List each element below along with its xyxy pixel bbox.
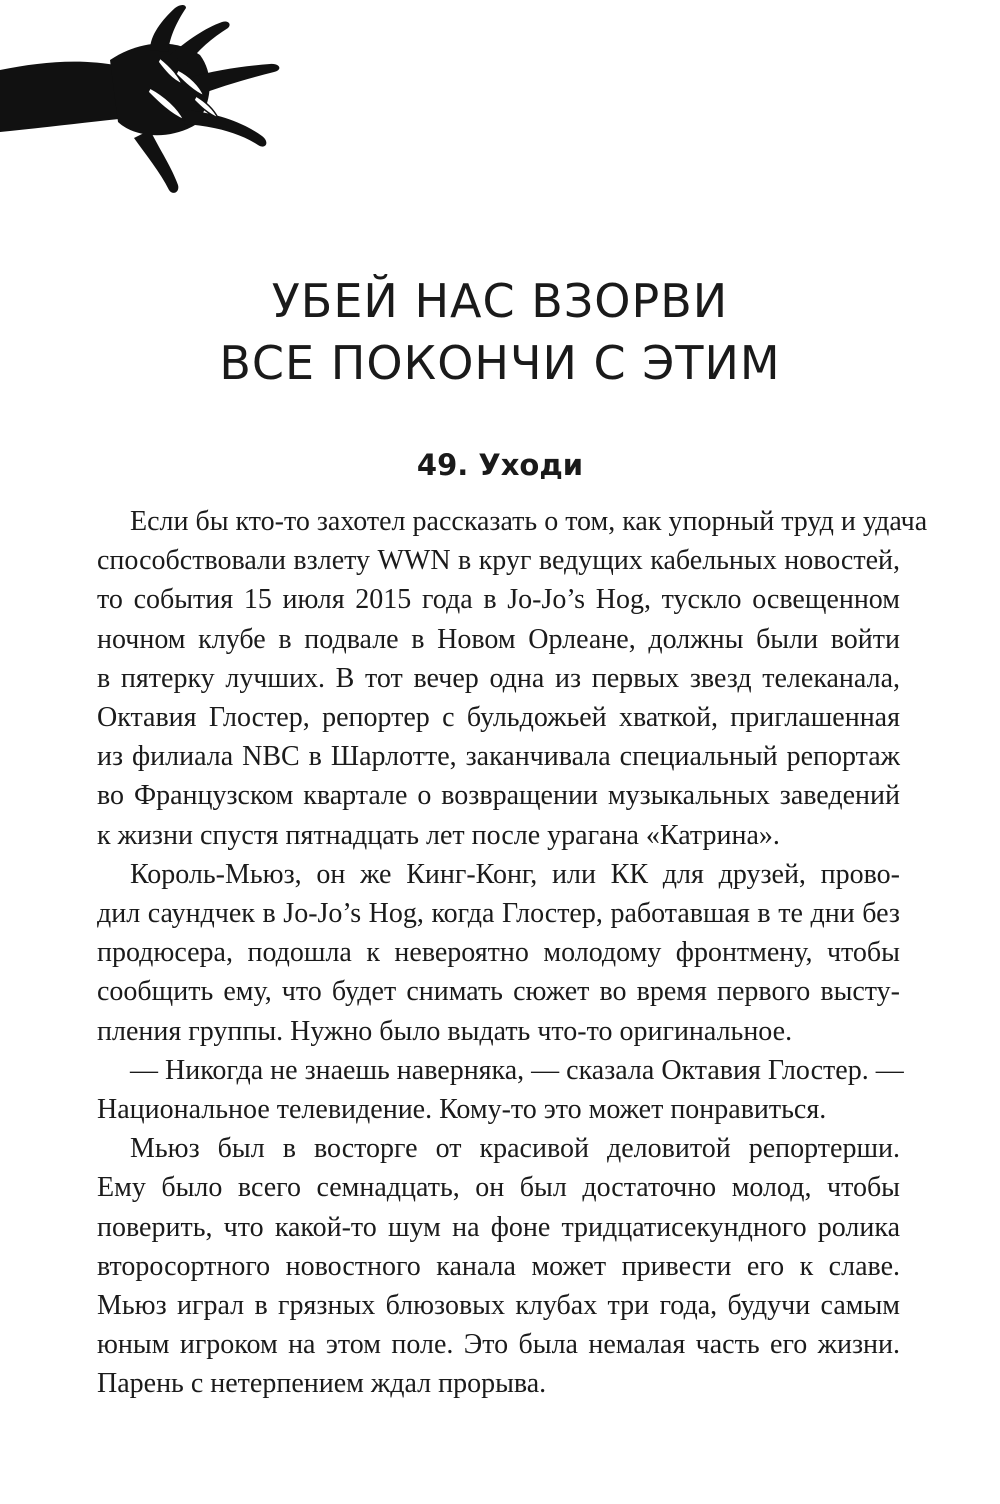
body-line: к жизни спустя пятнадцать лет после урагана «Катрина». — [97, 819, 780, 851]
body-line: сообщить ему, что будет снимать сюжет во время первого высту- — [97, 976, 900, 1008]
part-title-line-2: ВСЕ ПОКОНЧИ С ЭТИМ — [219, 336, 781, 390]
body-line: Парень с нетерпением ждал прорыва. — [97, 1368, 547, 1400]
chapter-title: 49. Уходи — [416, 448, 584, 482]
body-line: из филиала NBC в Шарлотте, заканчивала специальный репортаж — [97, 741, 900, 773]
body-line: Национальное телевидение. Кому-то это может понравиться. — [97, 1094, 827, 1126]
body-line: продюсера, подошла к невероятно молодому фронтмену, чтобы — [97, 937, 900, 969]
body-line: Если бы кто-то захотел рассказать о том, как упорный труд и удача — [130, 506, 928, 537]
body-line: способствовали взлету WWN в круг ведущих кабельных новостей, — [97, 545, 900, 577]
part-title-line-1: УБЕЙ НАС ВЗОРВИ — [271, 274, 729, 328]
claw-hand-illustration — [0, 0, 330, 200]
body-line: Мьюз играл в грязных блюзовых клубах три года, будучи самым — [97, 1290, 900, 1322]
body-line: дил саундчек в Jo-Jo’s Hog, когда Глостер, работавшая в те дни без — [97, 898, 900, 930]
body-line: Октавия Глостер, репортер с бульдожьей хваткой, приглашенная — [97, 702, 900, 734]
body-line: второсортного новостного канала может привести его к славе. — [97, 1250, 900, 1282]
body-line: Король-Мьюз, он же Кинг-Конг, или КК для друзей, прово- — [130, 858, 900, 890]
body-line: ночном клубе в подвале в Новом Орлеане, должны были войти — [97, 623, 900, 655]
body-line: в пятерку лучших. В тот вечер одна из первых звезд телеканала, — [97, 662, 900, 694]
chapter-body-text — [97, 502, 928, 1404]
body-line: поверить, что какой-то шум на фоне тридцатисекундного ролика — [97, 1211, 900, 1243]
body-line: юным игроком на этом поле. Это была немалая часть его жизни. — [97, 1329, 900, 1361]
body-line: пления группы. Нужно было выдать что-то оригинальное. — [97, 1015, 793, 1047]
body-line: — Никогда не знаешь наверняка, — сказала Октавия Глостер. — — [130, 1054, 904, 1086]
body-line: во Французском квартале о возвращении музыкальных заведений — [97, 780, 900, 812]
body-line: Мьюз был в восторге от красивой деловитой репортерши. — [130, 1133, 900, 1165]
body-line: то события 15 июля 2015 года в Jo-Jo’s Hog, тускло освещенном — [97, 584, 900, 616]
part-title — [0, 270, 1000, 394]
body-line: Ему было всего семнадцать, он был достаточно молод, чтобы — [97, 1172, 900, 1204]
